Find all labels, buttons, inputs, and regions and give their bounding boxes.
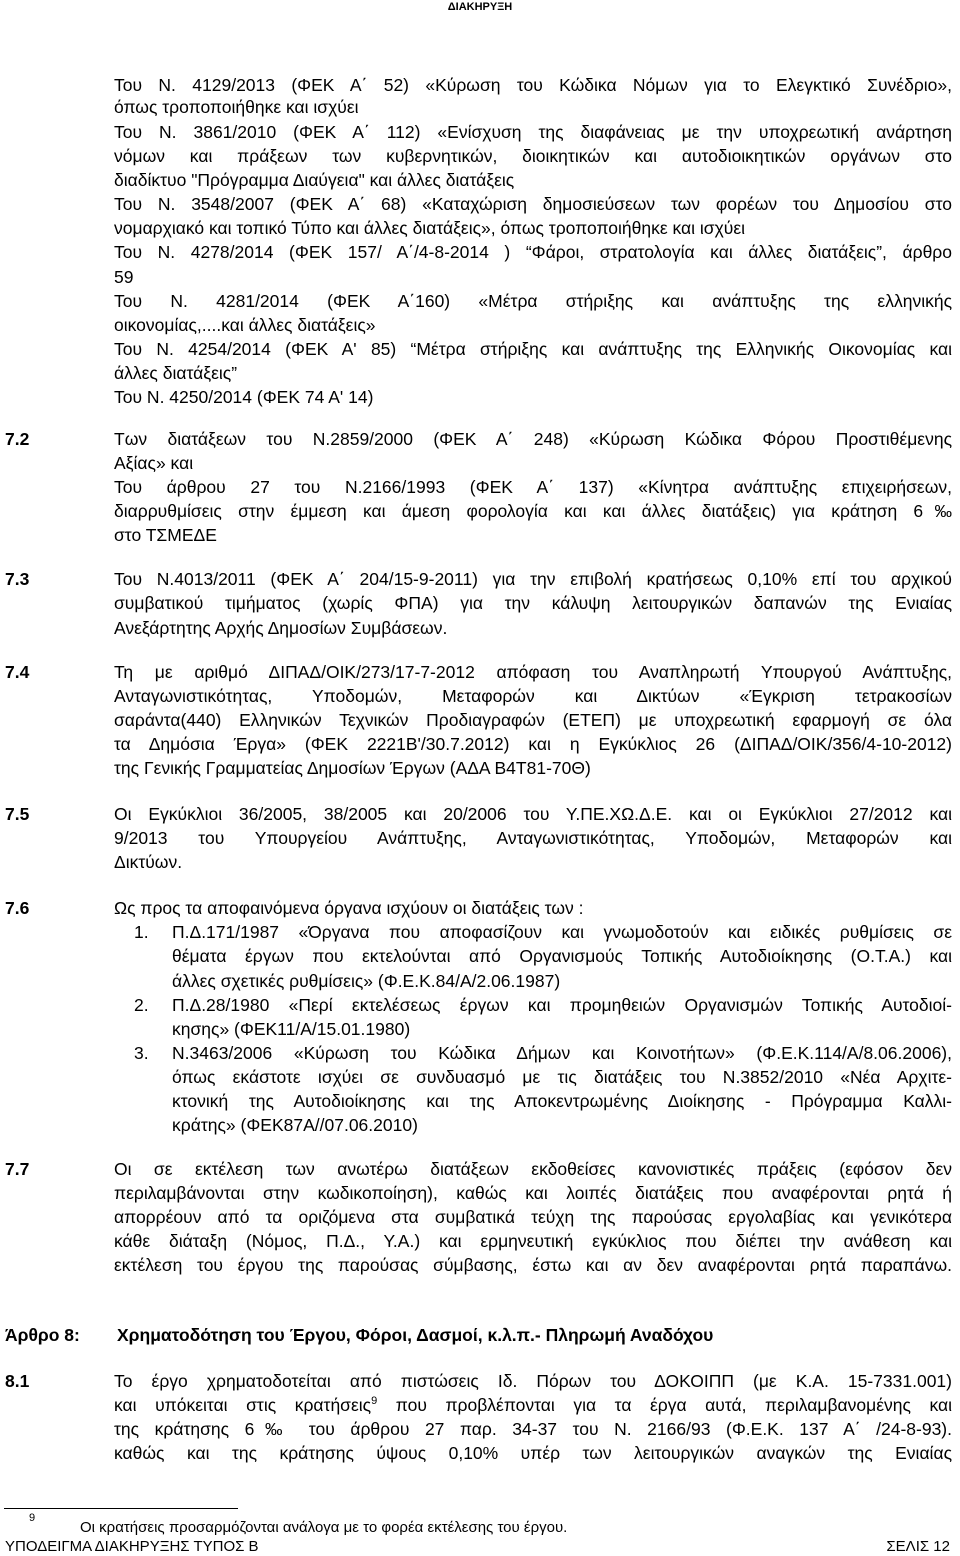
section-line: Οι σε εκτέλεση των ανωτέρω διατάξεων εκδοθείσες κανονιστικές πράξεις (εφόσον δεν (114, 1159, 952, 1179)
section-line (114, 1394, 952, 1416)
list-item-line: θέματα έργων που εκτελούνται από Οργανισμούς Τοπικής Αυτοδιοίκησης (Ο.Τ.Α.) και (172, 946, 952, 966)
list-item-line: όπως εκάστοτε ισχύει σε συνδυασμό με τις διατάξεις του Ν.3852/2010 «Νέα Αρχιτε- (172, 1067, 952, 1087)
section-number: 7.4 (5, 662, 30, 682)
list-item-line: κράτης» (ΦΕΚ87Α//07.06.2010) (172, 1115, 418, 1135)
page-header: ΔΙΑΚΗΡΥΞΗ (447, 1, 513, 13)
law-line: Του Ν. 4250/2014 (ΦΕΚ 74 Α' 14) (114, 387, 374, 407)
law-line: Του Ν. 4254/2014 (ΦΕΚ Α' 85) “Μέτρα στήριξης και ανάπτυξης της Ελληνικής Οικονομίας και (114, 339, 952, 359)
section-number: 7.5 (5, 804, 30, 824)
section-line: Το έργο χρηματοδοτείται από πιστώσεις Ιδ. Πόρων του ΔΟΚΟΙΠΠ (με Κ.Α. 15-7331.001) (114, 1371, 952, 1391)
section-intro: Ως προς τα αποφαινόμενα όργανα ισχύουν οι διατάξεις των : (114, 898, 584, 918)
section-number: 7.6 (5, 898, 30, 918)
section-line: Ανταγωνιστικότητας, Υποδομών, Μεταφορών και Δικτύων «Έγκριση τετρακοσίων (114, 686, 952, 706)
section-line: στο ΤΣΜΕΔΕ (114, 525, 217, 545)
law-line: 59 (114, 267, 134, 287)
section-number: 7.7 (5, 1159, 30, 1179)
section-line: Του άρθρου 27 του Ν.2166/1993 (ΦΕΚ Α΄ 137) «Κίνητρα ανάπτυξης επιχειρήσεων, (114, 477, 952, 497)
footnote-ref[interactable]: 9 (371, 1395, 378, 1408)
list-item-line: Π.Δ.28/1980 «Περί εκτελέσεως έργων και προμηθειών Οργανισμών Τοπικής Αυτοδιοί- (172, 995, 952, 1015)
section-number: 7.3 (5, 569, 30, 589)
law-line: Του Ν. 3861/2010 (ΦΕΚ Α΄ 112) «Ενίσχυση της διαφάνειας με την υποχρεωτική ανάρτηση (114, 122, 952, 142)
list-item-line: Ν.3463/2006 «Κύρωση του Κώδικα Δήμων και Κοινοτήτων» (Φ.Ε.Κ.114/Α/8.06.2006), (172, 1043, 952, 1063)
section-line: Ανεξάρτητης Αρχής Δημοσίων Συμβάσεων. (114, 618, 448, 638)
footnote-marker: 9 (29, 1512, 36, 1524)
section-line: διαρρυθμίσεις στην έμμεση και άμεση φορολογία και και άλλες διατάξεις) για κράτηση 6‰ (114, 501, 952, 521)
footnote-divider (4, 1508, 238, 1509)
section-line: κάθε διάταξη (Νόμος, Π.Δ., Υ.Α.) και ερμηνευτική εγκύκλιος που διέπει την ανάθεση και (114, 1231, 952, 1251)
article-title: Χρηματοδότηση του Έργου, Φόροι, Δασμοί, κ.λ.π.- Πληρωμή Αναδόχου (117, 1325, 714, 1345)
section-line: Αξίας» και (114, 453, 194, 473)
section-line: περιλαμβάνονται στην κωδικοποίηση), καθώς και λοιπές διατάξεις που αναφέρονται ρητά ή (114, 1183, 952, 1203)
section-line: απορρέουν από τα οριζόμενα στα συμβατικά τεύχη της παρούσας εργολαβίας και γενικότερα (114, 1207, 952, 1227)
list-marker: 1. (134, 922, 149, 942)
section-line: Δικτύων. (114, 852, 183, 872)
list-marker: 3. (134, 1043, 149, 1063)
page-number: ΣΕΛΙΣ 12 (886, 1538, 950, 1555)
law-line: Του Ν. 3548/2007 (ΦΕΚ Α΄ 68) «Καταχώριση δημοσιεύσεων των φορέων του Δημοσίου στο (114, 194, 952, 214)
section-line: της κράτησης 6‰ του άρθρου 27 παρ. 34-37 του Ν. 2166/93 (Φ.Ε.Κ. 137 Α΄ /24-8-93). (114, 1419, 952, 1439)
section-line: 9/2013 του Υπουργείου Ανάπτυξης, Ανταγωνιστικότητας, Υποδομών, Μεταφορών και (114, 828, 952, 848)
law-line: νομαρχιακό και τοπικό Τύπο και άλλες διατάξεις», όπως τροποποιήθηκε και ισχύει (114, 218, 746, 238)
section-text: και υπόκειται στις κρατήσεις (114, 1395, 372, 1415)
section-line: καθώς και της κράτησης ύψους 0,10% υπέρ των λειτουργικών αναγκών της Ενιαίας (114, 1443, 952, 1463)
section-line: της Γενικής Γραμματείας Δημοσίων Έργων (ΑΔΑ Β4Τ81-70Θ) (114, 758, 591, 778)
list-item-line: κησης» (ΦΕΚ11/Α/15.01.1980) (172, 1019, 411, 1039)
article-label: Άρθρο 8: (5, 1325, 80, 1345)
footer-left: ΥΠΟΔΕΙΓΜΑ ΔΙΑΚΗΡΥΞΗΣ ΤΥΠΟΣ Β (5, 1538, 259, 1555)
footnote-text: Οι κρατήσεις προσαρμόζονται ανάλογα με το φορέα εκτέλεσης του έργου. (80, 1519, 568, 1536)
section-line: Των διατάξεων του Ν.2859/2000 (ΦΕΚ Α΄ 248) «Κύρωση Κώδικα Φόρου Προστιθέμενης (114, 429, 952, 449)
section-line: εκτέλεση του έργου της παρούσας σύμβασης, έστω και αν δεν αναφέρονται ρητά παραπάνω. (114, 1255, 952, 1275)
law-line: οικονομίας,....και άλλες διατάξεις» (114, 315, 376, 335)
list-item-line: άλλες σχετικές ρυθμίσεις» (Φ.Ε.Κ.84/Α/2.06.1987) (172, 971, 561, 991)
section-number: 7.2 (5, 429, 30, 449)
section-line: Του Ν.4013/2011 (ΦΕΚ Α΄ 204/15-9-2011) για την επιβολή κρατήσεως 0,10% επί του αρχικού (114, 569, 952, 589)
law-line: Του Ν. 4129/2013 (ΦΕΚ Α΄ 52) «Κύρωση του Κώδικα Νόμων για το Ελεγκτικό Συνέδριο», (114, 75, 952, 95)
list-marker: 2. (134, 995, 149, 1015)
section-line: Τη με αριθμό ΔΙΠΑΔ/ΟΙΚ/273/17-7-2012 απόφαση του Αναπληρωτή Υπουργού Ανάπτυξης, (114, 662, 952, 682)
law-line: άλλες διατάξεις” (114, 363, 238, 383)
list-item-line: Π.Δ.171/1987 «Όργανα που αποφασίζουν και γνωμοδοτούν και ειδικές ρυθμίσεις σε (172, 922, 952, 942)
law-line: διαδίκτυο "Πρόγραμμα Διαύγεια" και άλλες διατάξεις (114, 170, 515, 190)
section-number: 8.1 (5, 1371, 30, 1391)
section-line: τα Δημόσια Έργα» (ΦΕΚ 2221Β'/30.7.2012) και η Εγκύκλιος 26 (ΔΙΠΑΔ/ΟΙΚ/356/4-10-2012) (114, 734, 952, 754)
law-line: Του Ν. 4281/2014 (ΦΕΚ Α΄160) «Μέτρα στήριξης και ανάπτυξης της ελληνικής (114, 291, 952, 311)
section-line: συμβατικού τιμήματος (χωρίς ΦΠΑ) για την κάλυψη λειτουργικών δαπανών της Ενιαίας (114, 593, 952, 613)
section-text: που προβλέπονται για τα έργα αυτά, περιλαμβανομένης και (377, 1395, 952, 1415)
law-line: Του Ν. 4278/2014 (ΦΕΚ 157/ Α΄/4-8-2014 ) “Φάροι, στρατολογία και άλλες διατάξεις”, άρθρο (114, 242, 952, 262)
section-line: Οι Εγκύκλιοι 36/2005, 38/2005 και 20/2006 του Υ.ΠΕ.ΧΩ.Δ.Ε. και οι Εγκύκλιοι 27/2012 και (114, 804, 952, 824)
law-line: όπως τροποποιήθηκε και ισχύει (114, 97, 359, 117)
section-line: σαράντα(440) Ελληνικών Τεχνικών Προδιαγραφών (ΕΤΕΠ) με υποχρεωτική εφαρμογή σε όλα (114, 710, 952, 730)
list-item-line: κτονική της Αυτοδιοίκησης και της Αποκεντρωμένης Διοίκησης - Πρόγραμμα Καλλι- (172, 1091, 952, 1111)
law-line: νόμων και πράξεων των κυβερνητικών, διοικητικών και αυτοδιοικητικών οργάνων στο (114, 146, 952, 166)
